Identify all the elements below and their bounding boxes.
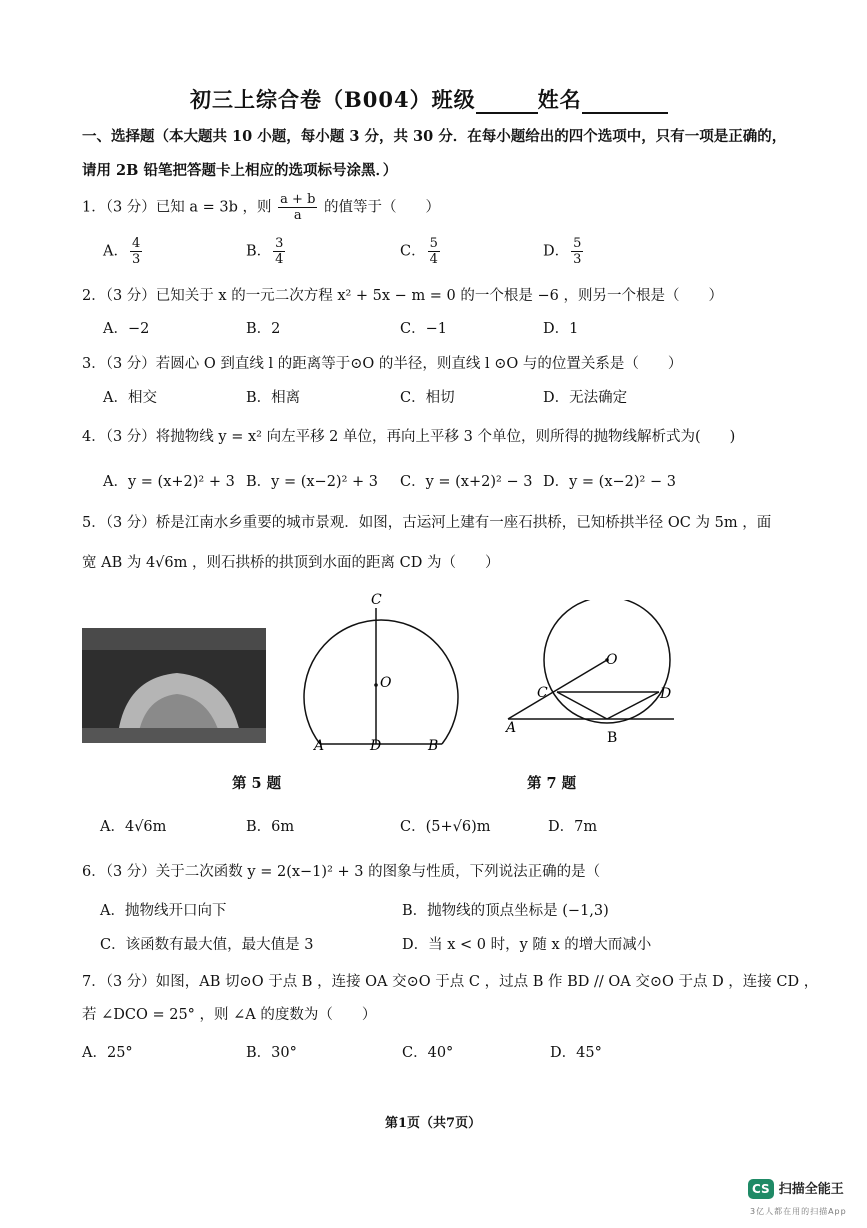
- q5-option-b: B．6m: [246, 819, 295, 835]
- question-5-line2: 宽 AB 为 4√6m ，则石拱桥的拱顶到水面的距离 CD 为（ ）: [82, 555, 500, 571]
- question-1: [82, 192, 440, 223]
- q3-option-c: C．相切: [400, 390, 455, 406]
- q3-option-d: D．无法确定: [543, 390, 628, 406]
- bridge-photo: [82, 628, 266, 743]
- q3-option-a: A．相交: [103, 390, 157, 406]
- q6-option-c: C．该函数有最大值，最大值是 3: [100, 937, 314, 953]
- question-4: 4．（3 分）将抛物线 y = x² 向左平移 2 单位，再向上平移 3 个单位，则所得的抛物线解析式为( ): [82, 429, 736, 445]
- q5-option-a: A．4√6m: [100, 819, 167, 835]
- fig7-label-d: D: [660, 686, 672, 702]
- bridge-photo-drawing: [82, 628, 266, 743]
- q1-prefix: 1．（3 分）已知 a = 3b ，则: [82, 199, 272, 216]
- fig5-label-o: O: [380, 675, 392, 691]
- q2-option-b: B．2: [246, 321, 281, 337]
- scanner-app-name: 扫描全能王: [778, 1182, 844, 1197]
- q1-option-a: A． $\frac{4}{3}$: [103, 236, 141, 267]
- fig5-label-d: D: [370, 738, 382, 754]
- figure-5: [288, 590, 468, 760]
- q1-option-c: C． $\frac{5}{4}$: [400, 236, 438, 267]
- figure-7-caption: 第 7 题: [527, 775, 577, 792]
- q1-frac-num: a + b: [280, 192, 316, 207]
- scanner-logo-badge: CS: [748, 1179, 774, 1199]
- fig7-label-o: O: [606, 652, 618, 668]
- name-blank: [582, 92, 668, 114]
- q7-option-c: C．40°: [402, 1045, 454, 1061]
- fig5-label-a: A: [314, 738, 325, 754]
- q1-fraction: [278, 192, 317, 223]
- fig7-label-c: C: [537, 685, 548, 701]
- q2-option-d: D．1: [543, 321, 579, 337]
- fig5-label-c: C: [371, 592, 382, 608]
- question-7-line1: 7．（3 分）如图，AB 切⊙O 于点 B ，连接 OA 交⊙O 于点 C ，过点 B 作 BD // OA 交⊙O 于点 D ，连接 CD ，: [82, 974, 819, 990]
- q4-option-a: A．y = (x+2)² + 3: [103, 474, 235, 490]
- class-blank: [476, 92, 538, 114]
- fig7-label-a: A: [506, 720, 517, 736]
- question-6: 6．（3 分）关于二次函数 y = 2(x−1)² + 3 的图象与性质，下列说法正确的是（: [82, 864, 601, 880]
- section-heading-line2: 请用 2B 铅笔把答题卡上相应的选项标号涂黑．）: [82, 162, 398, 179]
- q5-option-d: D．7m: [548, 819, 598, 835]
- q2-option-c: C．−1: [400, 321, 447, 337]
- fig7-label-b: B: [607, 730, 618, 746]
- name-label: 姓名: [537, 87, 582, 112]
- q6-option-b: B．抛物线的顶点坐标是 (−1,3): [402, 903, 609, 919]
- q1-option-d: D． $\frac{5}{3}$: [543, 236, 582, 267]
- q3-option-b: B．相离: [246, 390, 301, 406]
- figure-7: [500, 600, 680, 750]
- q1-option-b: B． $\frac{3}{4}$: [246, 236, 284, 267]
- question-7-line2: 若 ∠DCO = 25° ，则 ∠A 的度数为（ ）: [82, 1007, 377, 1023]
- question-2: 2．（3 分）已知关于 x 的一元二次方程 x² + 5x − m = 0 的一个根是 −6 ，则另一个根是（ ）: [82, 288, 723, 304]
- q5-option-c: C．(5+√6)m: [400, 819, 491, 835]
- fig5-label-b: B: [428, 738, 439, 754]
- figure-5-caption: 第 5 题: [232, 775, 282, 792]
- scanner-tagline: 3亿人都在用的扫描App: [750, 1207, 847, 1216]
- page-title: [190, 84, 668, 114]
- section-heading-line1: 一、选择题（本大题共 10 小题，每小题 3 分，共 30 分．在每小题给出的四个选项中，只有一项是正确的，: [82, 128, 787, 145]
- q7-option-d: D．45°: [550, 1045, 602, 1061]
- q2-option-a: A．−2: [103, 321, 150, 337]
- q6-option-a: A．抛物线开口向下: [100, 903, 227, 919]
- page-footer: 第1页（共7页）: [385, 1116, 482, 1131]
- question-5-line1: 5．（3 分）桥是江南水乡重要的城市景观．如图，古运河上建有一座石拱桥，已知桥拱半径 OC 为 5m ，面: [82, 515, 772, 531]
- title-text: 初三上综合卷（B004）班级: [190, 87, 476, 112]
- q4-option-d: D．y = (x−2)² − 3: [543, 474, 676, 490]
- question-3: 3．（3 分）若圆心 O 到直线 l 的距离等于⊙O 的半径，则直线 l ⊙O 与的位置关系是（ ）: [82, 356, 683, 372]
- scanner-watermark: [748, 1178, 844, 1197]
- q1-frac-den: a: [293, 208, 302, 223]
- q4-option-b: B．y = (x−2)² + 3: [246, 474, 378, 490]
- q4-option-c: C．y = (x+2)² − 3: [400, 474, 533, 490]
- q6-option-d: D．当 x < 0 时，y 随 x 的增大而减小: [402, 937, 652, 953]
- q7-option-a: A．25°: [82, 1045, 133, 1061]
- q7-option-b: B．30°: [246, 1045, 297, 1061]
- q1-suffix: 的值等于（ ）: [324, 199, 441, 216]
